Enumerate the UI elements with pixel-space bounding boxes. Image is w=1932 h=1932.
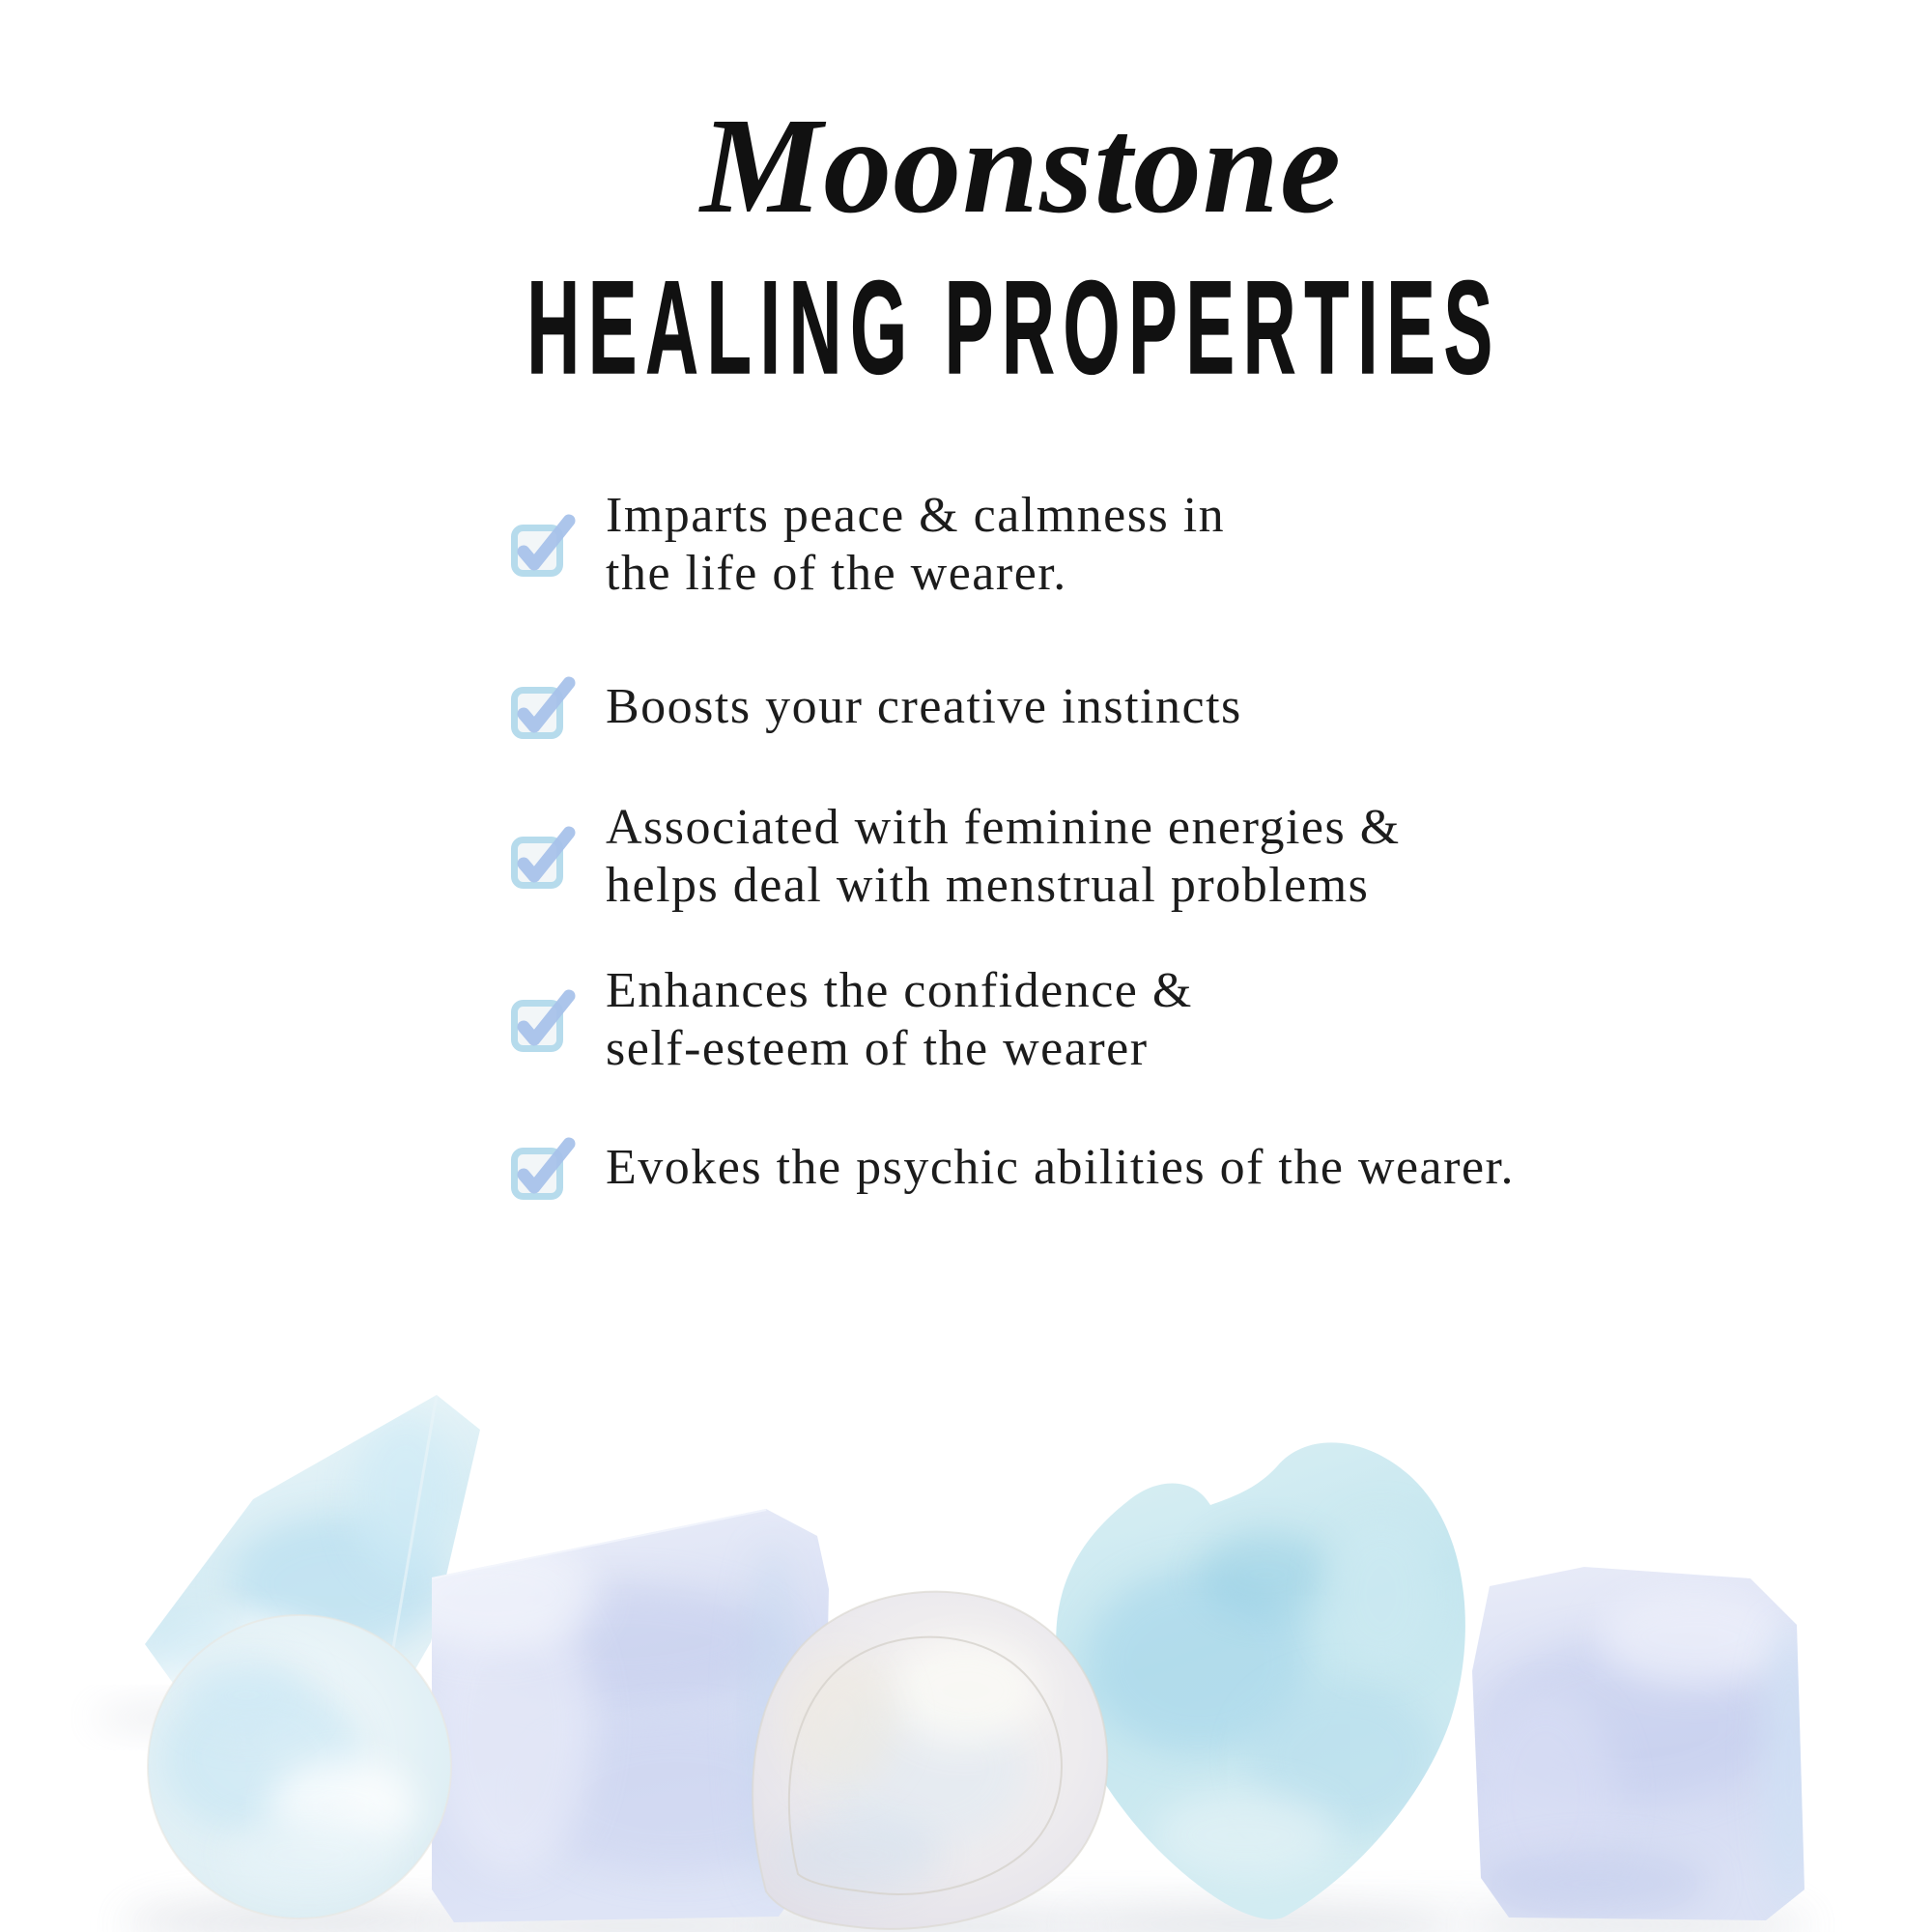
list-item-line: the life of the wearer. [606,546,1067,601]
list-item-line: helps deal with menstrual problems [606,858,1370,913]
octagon-cut-moonstone [1472,1567,1814,1920]
list-item-line: Enhances the confidence & [606,963,1193,1018]
list-item [511,678,1554,736]
list-item-text [606,962,1554,1078]
list-item [511,962,1554,1078]
checked-checkbox-icon [511,988,579,1052]
list-item-text [606,487,1554,603]
pear-cut-moonstone [753,1592,1107,1929]
list-item-text [606,1139,1554,1197]
list-item-line: self-esteem of the wearer [606,1021,1149,1076]
checked-checkbox-icon [511,675,579,739]
list-item-text [606,799,1554,915]
list-item [511,1139,1554,1197]
list-item-line: Evokes the psychic abilities of the wearer. [606,1140,1515,1195]
list-item-line: Imparts peace & calmness in [606,488,1226,543]
page-title: Moonstone [700,89,1342,242]
list-item-text [606,678,1554,736]
checked-checkbox-icon [511,1136,579,1200]
round-moonstone [148,1615,451,1918]
heart-shaped-moonstone [1056,1442,1465,1918]
list-item-line: Boosts your creative instincts [606,679,1242,734]
list-item [511,487,1554,603]
list-item-line: Associated with feminine energies & [606,800,1401,855]
page-subtitle [48,254,1932,402]
checked-checkbox-icon [511,513,579,577]
moonstones-photo [0,1352,1932,1932]
list-item [511,799,1554,915]
checked-checkbox-icon [511,825,579,889]
page-subtitle-text: HEALING PROPERTIES [526,254,1502,402]
